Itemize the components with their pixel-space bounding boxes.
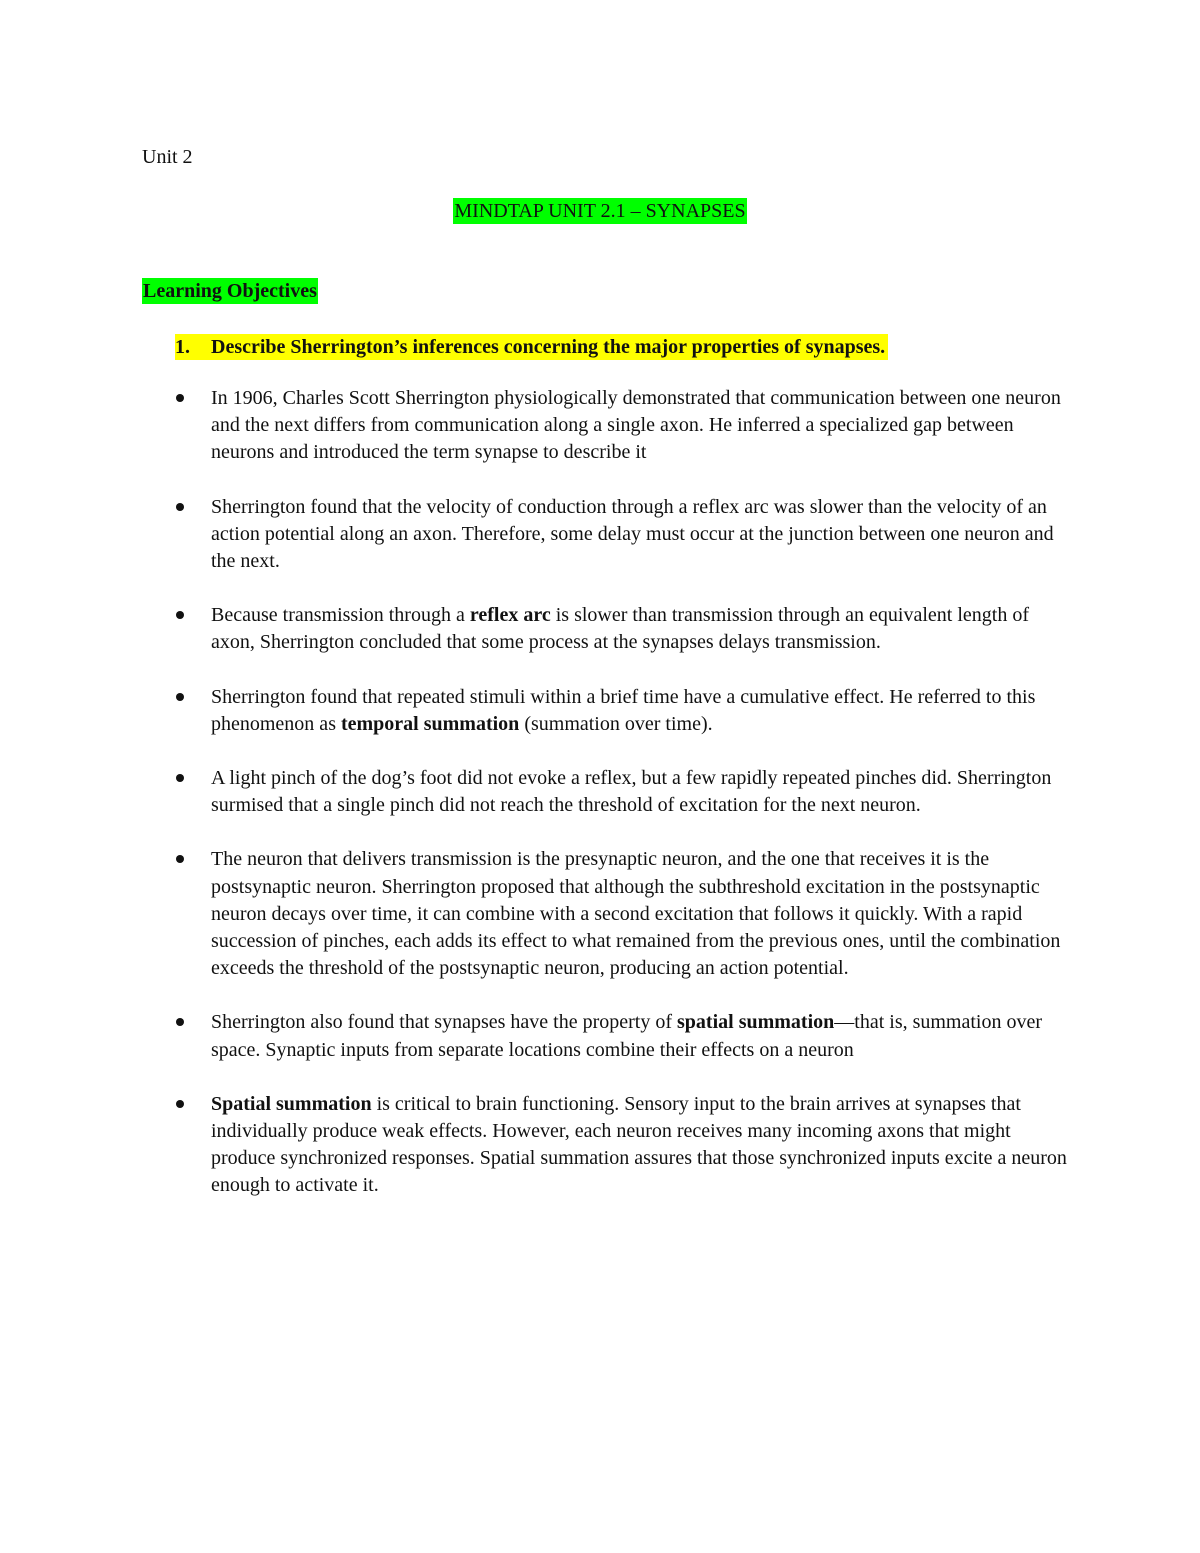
bullet-dot-icon — [176, 1018, 184, 1026]
bullet-text-pre: Because transmission through a — [211, 604, 470, 627]
bullet-item-1 — [0, 385, 1071, 467]
bullet-bold-term: spatial summation — [677, 1011, 835, 1034]
bullet-text-post: —that is, summation over space. Synaptic inputs from separate locations combine their effects on a neuron — [211, 1011, 1043, 1061]
bullet-bold-term: reflex arc — [469, 604, 551, 627]
bullet-item-8 — [0, 1091, 1071, 1200]
bullet-text-post: (summation over time). — [519, 712, 713, 735]
bullet-text: In 1906, Charles Scott Sherrington physiologically demonstrated that communication between one neuron and the next differs from communication along a single axon. He inferred a specialized gap between neurons and introduced the term synapse to describe it — [211, 387, 1061, 464]
bullet-text: A light pinch of the dog’s foot did not evoke a reflex, but a few rapidly repeated pinches did. Sherrington surmised that a single pinch did not reach the threshold of excitation for the next neuron. — [211, 767, 1052, 817]
bullet-dot-icon — [176, 855, 184, 863]
bullet-text-pre: Sherrington found that repeated stimuli within a brief time have a cumulative effect. He referred to this phenomenon as — [211, 685, 1036, 735]
bullet-dot-icon — [176, 503, 184, 511]
bullet-list — [0, 385, 1200, 1227]
unit-label: Unit 2 — [142, 146, 193, 168]
bullet-bold-term: Spatial summation — [211, 1092, 372, 1115]
bullet-item-7 — [0, 1009, 1071, 1063]
bullet-dot-icon — [176, 1100, 184, 1108]
bullet-text: Sherrington found that the velocity of conduction through a reflex arc was slower than the velocity of an action potential along an axon. Therefore, some delay must occur at the junction between one neuron and the next. — [211, 495, 1054, 573]
objective-text: Describe Sherrington’s inferences concerning the major properties of synapses. — [211, 336, 886, 358]
bullet-bold-term: temporal summation — [340, 712, 520, 735]
bullet-dot-icon — [176, 693, 184, 701]
page-title: MINDTAP UNIT 2.1 – SYNAPSES — [454, 200, 746, 222]
learning-objectives-heading: Learning Objectives — [143, 280, 317, 302]
bullet-text-pre: Sherrington also found that synapses have the property of — [211, 1011, 678, 1034]
bullet-item-3 — [0, 602, 1071, 656]
bullet-dot-icon — [176, 774, 184, 782]
objective-item-1 — [175, 334, 888, 360]
bullet-text: The neuron that delivers transmission is the presynaptic neuron, and the one that receives it is the postsynaptic neuron. Sherrington proposed that although the subthreshold excitation in the postsynaptic neuron decays over time, it can combine with a second excitation that follows it quickly. With a rapid succession of pinches, each adds its effect to what remained from the previous ones, until the combination exceeds the threshold of the postsynaptic neuron, producing an action potential. — [211, 848, 1061, 980]
bullet-item-6 — [0, 846, 1071, 982]
title-wrap — [0, 198, 1200, 224]
objective-number: 1. — [175, 336, 190, 358]
bullet-item-4 — [0, 684, 1071, 738]
bullet-item-5 — [0, 765, 1071, 819]
bullet-dot-icon — [176, 394, 184, 402]
bullet-text-post: is critical to brain functioning. Sensory input to the brain arrives at synapses that individually produce weak effects. However, each neuron receives many incoming axons that might produce synchronized responses. Spatial summation assures that those synchronized inputs excite a neuron enough to activate it. — [211, 1092, 1067, 1197]
bullet-dot-icon — [176, 611, 184, 619]
bullet-text-post: is slower than transmission through an equivalent length of axon, Sherrington concluded that some process at the synapses delays transmission. — [211, 604, 1029, 654]
bullet-item-2 — [0, 494, 1071, 576]
